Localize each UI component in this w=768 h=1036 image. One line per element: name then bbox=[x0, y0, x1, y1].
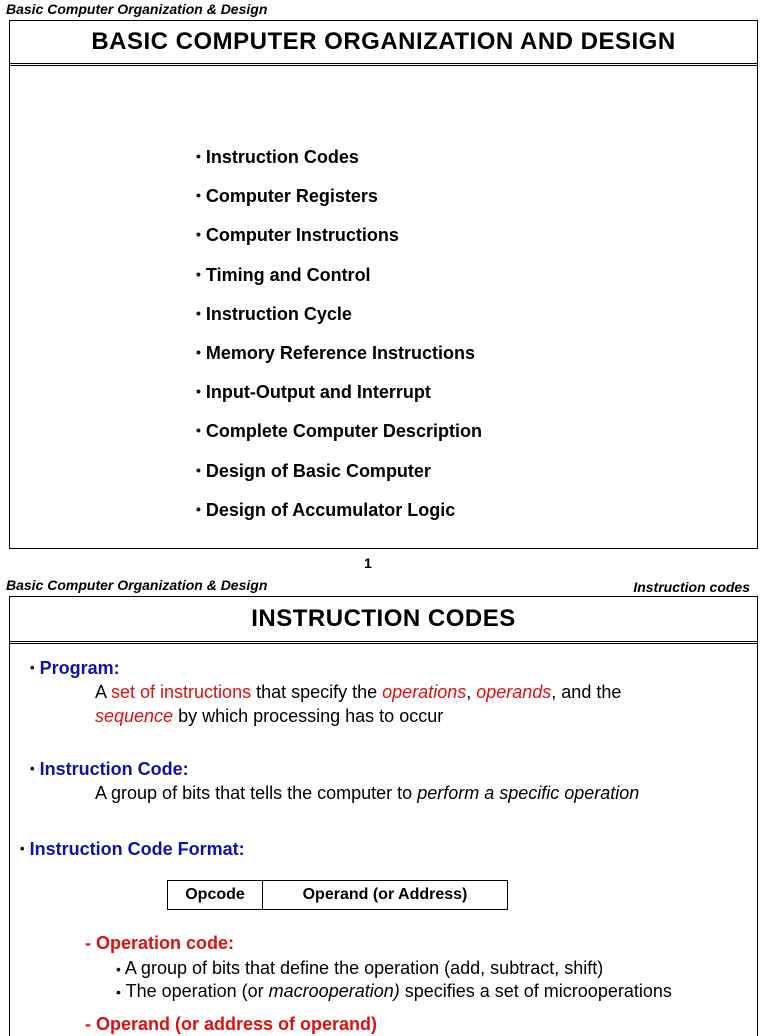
bullet-icon: • bbox=[196, 226, 201, 243]
bullet-icon: • bbox=[196, 265, 201, 282]
bullet-icon: • bbox=[196, 383, 201, 400]
bullet-icon: • bbox=[196, 187, 201, 204]
operation-code-heading: - Operation code: bbox=[85, 933, 235, 953]
running-header: Basic Computer Organization & Design bbox=[6, 1, 268, 17]
slide-title: INSTRUCTION CODES bbox=[10, 597, 757, 644]
list-item: • Design of Basic Computer bbox=[196, 460, 431, 481]
instruction-format-heading: • Instruction Code Format: bbox=[20, 839, 245, 859]
bullet-icon: • bbox=[30, 761, 35, 776]
list-item: • Instruction Codes bbox=[196, 147, 359, 167]
bullet-icon: • bbox=[196, 500, 201, 517]
program-heading: • Program: bbox=[30, 658, 120, 678]
section-tag: Instruction codes bbox=[633, 579, 750, 595]
list-item: • Timing and Control bbox=[196, 264, 371, 285]
operation-code-item-1: • A group of bits that define the operation (add, subtract, shift) bbox=[116, 958, 604, 978]
running-header: Basic Computer Organization & Design bbox=[6, 577, 268, 593]
operand-heading: - Operand (or address of operand) bbox=[85, 1014, 378, 1034]
topic-list bbox=[196, 143, 482, 535]
list-item: • Complete Computer Description bbox=[196, 421, 482, 442]
slide-1 bbox=[9, 20, 758, 549]
instruction-code-definition: A group of bits that tells the computer to perform a specific operation bbox=[95, 783, 640, 803]
instruction-format-table bbox=[167, 880, 508, 910]
slide-2 bbox=[9, 596, 758, 1036]
operation-code-item-2: • The operation (or macrooperation) specifies a set of microoperations bbox=[116, 981, 672, 1001]
list-item: • Design of Accumulator Logic bbox=[196, 499, 456, 520]
bullet-icon: • bbox=[196, 422, 201, 439]
instruction-code-heading: • Instruction Code: bbox=[30, 759, 189, 779]
list-item: • Input-Output and Interrupt bbox=[196, 382, 431, 403]
bullet-icon: • bbox=[30, 660, 35, 675]
operand-cell: Operand (or Address) bbox=[302, 886, 468, 903]
bullet-icon: • bbox=[20, 841, 25, 856]
list-item: • Computer Instructions bbox=[196, 225, 399, 246]
bullet-icon: • bbox=[196, 343, 201, 360]
opcode-cell: Opcode bbox=[168, 881, 263, 909]
program-definition-line1: A set of instructions that specify the operations, operands, and the bbox=[95, 682, 622, 702]
program-definition-line2: sequence by which processing has to occur bbox=[95, 706, 444, 726]
list-item: • Memory Reference Instructions bbox=[196, 342, 475, 363]
bullet-icon: • bbox=[196, 304, 201, 321]
list-item: • Instruction Cycle bbox=[196, 303, 352, 324]
slide-title: BASIC COMPUTER ORGANIZATION AND DESIGN bbox=[10, 21, 757, 66]
bullet-icon: • bbox=[196, 461, 201, 478]
page-number: 1 bbox=[364, 555, 372, 571]
bullet-icon: • bbox=[196, 148, 201, 164]
list-item: • Computer Registers bbox=[196, 186, 378, 207]
